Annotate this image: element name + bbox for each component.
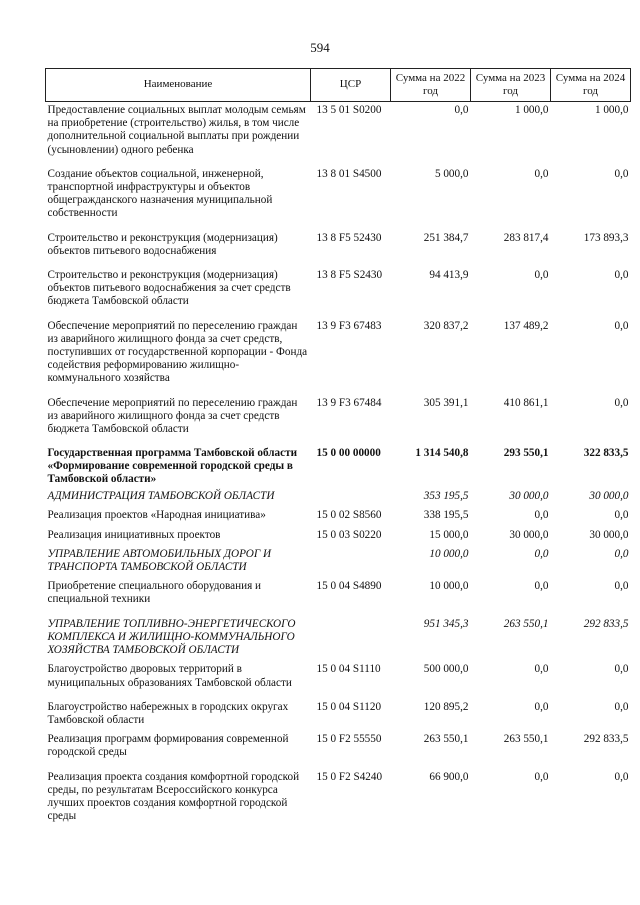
row-csr [311,616,391,662]
row-name: АДМИНИСТРАЦИЯ ТАМБОВСКОЙ ОБЛАСТИ [47,490,275,503]
row-sum-2022: 500 000,0 [423,663,469,676]
table-row [46,578,631,615]
table-row [46,102,631,166]
row-csr: 15 0 02 S8560 [316,509,382,522]
row-sum-2022: 10 000,0 [429,580,469,593]
table-row [46,318,631,395]
row-name: Благоустройство дворовых территорий в муниципальных образованиях Тамбовской области [47,663,292,689]
row-sum-2024: 0,0 [614,580,629,593]
header-sum-2023: Сумма на 2023 год [471,69,551,102]
row-sum-2022: 0,0 [454,104,469,116]
row-sum-2022: 66 900,0 [429,770,469,783]
row-sum-2023: 137 489,2 [503,319,549,332]
page-number: 594 [310,40,330,55]
header-sum-2024: Сумма на 2024 год [551,69,631,102]
row-sum-2023: 0,0 [534,269,549,282]
row-sum-2024: 0,0 [614,770,629,783]
row-csr: 15 0 03 S0220 [316,528,382,541]
table-row [46,546,631,578]
row-sum-2023: 263 550,1 [503,733,549,746]
row-sum-2024: 0,0 [614,700,629,713]
row-sum-2023: 0,0 [534,167,549,180]
row-name: Приобретение специального оборудования и специальной техники [47,580,262,606]
row-sum-2023: 0,0 [534,509,549,522]
row-sum-2023: 0,0 [534,770,549,783]
table-row [46,507,631,526]
row-sum-2023: 1 000,0 [514,104,549,116]
table-row [46,661,631,698]
table-row [46,699,631,731]
row-csr: 13 9 F3 67484 [316,396,382,409]
table-row [46,267,631,318]
table-row [46,395,631,446]
table-row [46,769,631,833]
row-sum-2022: 15 000,0 [429,528,469,541]
row-sum-2022: 338 195,5 [423,509,469,522]
row-name: Государственная программа Тамбовской области «Формирование современной городской среды в Тамбовской области» [47,447,298,486]
row-name: Строительство и реконструкция (модернизация) объектов питьевого водоснабжения [47,231,278,257]
row-sum-2024: 292 833,5 [583,733,629,746]
row-sum-2022: 1 314 540,8 [415,447,469,460]
row-csr: 13 5 01 S0200 [316,104,382,116]
row-csr: 15 0 F2 S4240 [316,770,383,783]
row-csr: 13 8 F5 52430 [316,231,382,244]
table-row [46,731,631,768]
row-sum-2024: 1 000,0 [594,104,629,116]
header-name: Наименование [46,69,311,102]
row-name: УПРАВЛЕНИЕ ТОПЛИВНО-ЭНЕРГЕТИЧЕСКОГО КОМПЛЕКСА И ЖИЛИЩНО-КОММУНАЛЬНОГО ХОЗЯЙСТВА ТАМБОВСКОЙ ОБЛАСТИ [47,617,296,657]
row-sum-2022: 263 550,1 [423,733,469,746]
row-name: Создание объектов социальной, инженерной, транспортной инфраструктуры и объектов общегражданского назначения муниципальной собственности [47,167,273,220]
table-row [46,166,631,230]
row-sum-2024: 30 000,0 [589,528,629,541]
row-sum-2024: 0,0 [614,167,629,180]
row-name: Реализация проекта создания комфортной городской среды, по результатам Всероссийского конкурса лучших проектов создания комфортной городской среды [47,770,300,823]
row-sum-2023: 410 861,1 [503,396,549,409]
table-row [46,445,631,488]
row-name: Предоставление социальных выплат молодым семьям на приобретение (строительство) жилья, в том числе дополнительной социальной выплаты при рождении (усыновлении) одного ребенка [47,104,306,156]
row-sum-2023: 263 550,1 [503,617,549,630]
row-sum-2022: 120 895,2 [423,700,469,713]
row-sum-2024: 30 000,0 [589,490,629,503]
row-csr [311,488,391,507]
table-row [46,488,631,507]
row-sum-2024: 173 893,3 [583,231,629,244]
row-sum-2022: 251 384,7 [423,231,469,244]
row-csr: 15 0 04 S1120 [316,700,382,713]
row-sum-2022: 320 837,2 [423,319,469,332]
row-sum-2022: 951 345,3 [423,617,469,630]
row-csr: 15 0 04 S4890 [316,580,382,593]
row-csr: 15 0 00 00000 [316,447,381,460]
row-name: Реализация инициативных проектов [47,528,221,541]
row-sum-2024: 292 833,5 [583,617,629,630]
row-sum-2022: 353 195,5 [423,490,469,503]
row-csr: 13 9 F3 67483 [316,319,382,332]
row-name: Обеспечение мероприятий по переселению граждан из аварийного жилищного фонда за счет средств бюджета Тамбовской области [47,396,298,436]
row-name: Обеспечение мероприятий по переселению граждан из аварийного жилищного фонда за счет средств, поступивших от государственной корпорации - Фонда содействия реформированию жилищно-коммунального хозяйства [47,319,308,385]
row-name: УПРАВЛЕНИЕ АВТОМОБИЛЬНЫХ ДОРОГ И ТРАНСПОРТА ТАМБОВСКОЙ ОБЛАСТИ [47,547,272,574]
row-sum-2022: 94 413,9 [429,269,469,282]
row-sum-2022: 10 000,0 [429,547,469,560]
row-name: Строительство и реконструкция (модернизация) объектов питьевого водоснабжения за счет средств бюджета Тамбовской области [47,269,291,308]
row-name: Благоустройство набережных в городских округах Тамбовской области [47,700,289,726]
row-csr: 13 8 F5 S2430 [316,269,383,282]
row-csr: 13 8 01 S4500 [316,167,382,180]
row-csr: 15 0 F2 55550 [316,733,382,746]
table-row [46,230,631,267]
row-sum-2024: 0,0 [614,396,629,409]
row-sum-2022: 305 391,1 [423,396,469,409]
row-name: Реализация проектов «Народная инициатива» [47,509,266,522]
row-sum-2024: 322 833,5 [583,447,629,460]
row-name: Реализация программ формирования современной городской среды [47,733,289,759]
header-csr: ЦСР [311,69,391,102]
row-sum-2024: 0,0 [614,269,629,282]
row-sum-2022: 5 000,0 [434,167,469,180]
header-sum-2022: Сумма на 2022 год [391,69,471,102]
row-csr: 15 0 04 S1110 [316,663,381,676]
table-body [46,102,631,833]
row-csr [311,546,391,578]
table-header [46,69,631,102]
budget-table [45,68,631,832]
row-sum-2023: 283 817,4 [503,231,549,244]
table-row [46,527,631,546]
row-sum-2023: 0,0 [534,580,549,593]
row-sum-2023: 0,0 [534,700,549,713]
row-sum-2024: 0,0 [614,319,629,332]
row-sum-2024: 0,0 [614,547,629,560]
row-sum-2024: 0,0 [614,663,629,676]
row-sum-2024: 0,0 [614,509,629,522]
table-row [46,616,631,662]
row-sum-2023: 30 000,0 [509,490,549,503]
row-sum-2023: 0,0 [534,547,549,560]
row-sum-2023: 293 550,1 [503,447,549,460]
row-sum-2023: 0,0 [534,663,549,676]
row-sum-2023: 30 000,0 [509,528,549,541]
